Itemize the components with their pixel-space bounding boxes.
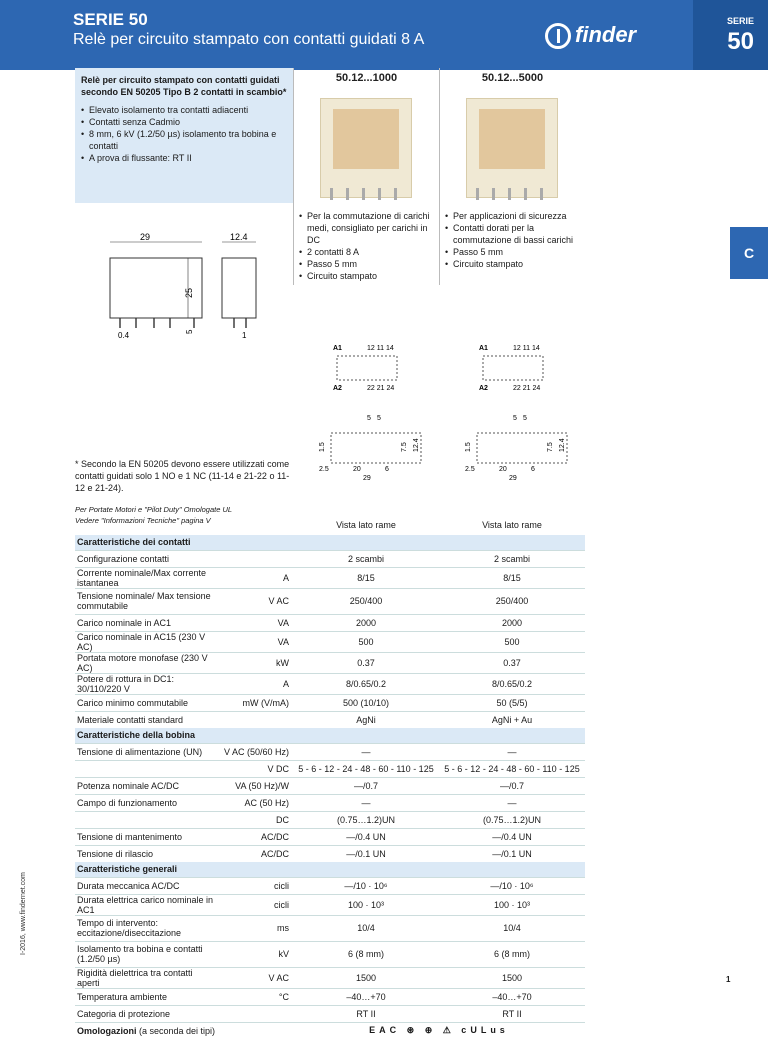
svg-text:7.5: 7.5: [547, 442, 554, 452]
svg-text:A1: A1: [479, 345, 488, 352]
svg-text:A1: A1: [333, 345, 342, 352]
svg-text:A2: A2: [333, 385, 342, 392]
spec-table: [75, 535, 585, 1039]
spec-row: Carico minimo commutabile mW (V/mA) 500 (10/10) 50 (5/5): [75, 694, 585, 711]
svg-text:20: 20: [353, 466, 361, 473]
ul-note: Per Portate Motori e "Pilot Duty" Omologate UL Vedere "Informazioni Tecniche" pagina V: [75, 505, 233, 525]
svg-text:7.5: 7.5: [401, 442, 408, 452]
spec-row: Durata meccanica AC/DC cicli —/10 · 10⁶ —/10 · 10⁶: [75, 877, 585, 894]
dimension-drawing: [90, 230, 280, 340]
spec-row: Tensione di mantenimento AC/DC —/0.4 UN —/0.4 UN: [75, 828, 585, 845]
wiring-schematic: [439, 338, 585, 488]
dim-pin: 5: [185, 329, 194, 334]
spec-row: Temperatura ambiente °C –40…+70 –40…+70: [75, 988, 585, 1005]
svg-text:5: 5: [523, 415, 527, 422]
svg-text:5: 5: [513, 415, 517, 422]
spec-row: Corrente nominale/Max corrente istantanea A 8/15 8/15: [75, 567, 585, 588]
section-header: Caratteristiche della bobina: [75, 728, 585, 743]
spec-row: Tensione nominale/ Max tensione commutabile V AC 250/400 250/400: [75, 588, 585, 614]
section-header: Caratteristiche generali: [75, 862, 585, 877]
section-header: Caratteristiche dei contatti: [75, 535, 585, 550]
section-tab: C: [730, 227, 768, 279]
view-label: Vista lato rame: [482, 520, 542, 530]
intro-box: [75, 68, 293, 203]
spec-row: Portata motore monofase (230 V AC) kW 0.37 0.37: [75, 652, 585, 673]
header-bar: [0, 0, 768, 70]
model-bullet: • Contatti dorati per la commutazione di bassi carichi: [444, 222, 583, 246]
footnote: * Secondo la EN 50205 devono essere utilizzati come contatti guidati solo 1 NO e 1 NC (11-14 e 21-22 o 11-12 e 21-24).: [75, 459, 290, 493]
spec-row: Rigidità dielettrica tra contatti aperti V AC 1500 1500: [75, 967, 585, 988]
dim-depth: 12.4: [230, 232, 248, 242]
spec-row: Materiale contatti standard AgNi AgNi + Au: [75, 711, 585, 728]
intro-bullet: • A prova di flussante: RT II: [81, 152, 287, 164]
spec-row: Durata elettrica carico nominale in AC1 cicli 100 · 10³ 100 · 10³: [75, 894, 585, 915]
dim-height: 25: [184, 287, 194, 298]
spec-row: Campo di funzionamento AC (50 Hz) — —: [75, 794, 585, 811]
svg-text:6: 6: [531, 466, 535, 473]
spec-row: Isolamento tra bobina e contatti (1.2/50 µs) kV 6 (8 mm) 6 (8 mm): [75, 941, 585, 967]
finder-logo: finder: [545, 22, 636, 49]
relay-photo: [320, 98, 412, 198]
spec-row: Potere di rottura in DC1: 30/110/220 V A 8/0.65/0.2 8/0.65/0.2: [75, 673, 585, 694]
svg-text:12.4: 12.4: [559, 438, 566, 452]
svg-text:29: 29: [363, 475, 371, 482]
model-bullet: • Per la commutazione di carichi medi, consigliato per carichi in DC: [298, 210, 437, 246]
svg-text:5: 5: [367, 415, 371, 422]
model-bullet: • Circuito stampato: [298, 270, 437, 282]
svg-text:A2: A2: [479, 385, 488, 392]
view-label: Vista lato rame: [336, 520, 396, 530]
intro-bullet: • 8 mm, 6 kV (1.2/50 µs) isolamento tra bobina e contatti: [81, 128, 287, 152]
header-subtitle: Relè per circuito stampato con contatti guidati 8 A: [73, 31, 425, 48]
model-code: 50.12...1000: [293, 68, 439, 88]
svg-text:12.4: 12.4: [413, 438, 420, 452]
svg-text:12 11 14: 12 11 14: [367, 345, 394, 352]
spec-row: Categoria di protezione RT II RT II: [75, 1005, 585, 1022]
intro-title: Relè per circuito stampato con contatti guidati secondo EN 50205 Tipo B 2 contatti in scambio*: [81, 75, 287, 97]
wiring-schematic: [293, 338, 439, 488]
model-bullet: • Per applicazioni di sicurezza: [444, 210, 583, 222]
intro-bullet: • Elevato isolamento tra contatti adiacenti: [81, 104, 287, 116]
model-bullet: • Passo 5 mm: [298, 258, 437, 270]
model-column: [439, 88, 585, 285]
spec-row: Configurazione contatti 2 scambi 2 scambi: [75, 550, 585, 567]
page-number: 1: [726, 975, 731, 984]
approvals-row: Omologazioni (a seconda dei tipi) EAC ⊛ ⊕ ⚠ cULus: [75, 1022, 585, 1039]
svg-text:12 11 14: 12 11 14: [513, 345, 540, 352]
serie-title: SERIE 50: [73, 10, 148, 29]
dim-pitch: 1: [242, 331, 247, 340]
dim-thick: 0.4: [118, 331, 130, 340]
spec-row: V DC 5 - 6 - 12 - 24 - 48 - 60 - 110 - 125 5 - 6 - 12 - 24 - 48 - 60 - 110 - 125: [75, 760, 585, 777]
svg-text:20: 20: [499, 466, 507, 473]
spec-row: DC (0.75…1.2)UN (0.75…1.2)UN: [75, 811, 585, 828]
intro-bullet: • Contatti senza Cadmio: [81, 116, 287, 128]
model-code: 50.12...5000: [439, 68, 585, 88]
svg-text:1.5: 1.5: [319, 442, 326, 452]
relay-photo: [466, 98, 558, 198]
model-bullet: • 2 contatti 8 A: [298, 246, 437, 258]
serie-tag: SERIE 50: [693, 0, 768, 70]
svg-text:22 21 24: 22 21 24: [513, 385, 541, 392]
model-bullet: • Circuito stampato: [444, 258, 583, 270]
svg-text:2.5: 2.5: [465, 466, 475, 473]
svg-text:5: 5: [377, 415, 381, 422]
model-bullet: • Passo 5 mm: [444, 246, 583, 258]
spec-row: Tensione di alimentazione (UN) V AC (50/60 Hz) — —: [75, 743, 585, 760]
svg-text:1.5: 1.5: [465, 442, 472, 452]
model-column: [293, 88, 439, 285]
svg-text:6: 6: [385, 466, 389, 473]
approval-marks: EAC ⊛ ⊕ ⚠ cULus: [293, 1022, 585, 1039]
svg-text:22 21 24: 22 21 24: [367, 385, 395, 392]
dim-width: 29: [140, 232, 151, 242]
svg-text:2.5: 2.5: [319, 466, 329, 473]
spec-row: Tempo di intervento: eccitazione/diseccitazione ms 10/4 10/4: [75, 915, 585, 941]
svg-text:29: 29: [509, 475, 517, 482]
spec-row: Potenza nominale AC/DC VA (50 Hz)/W —/0.7 —/0.7: [75, 777, 585, 794]
spec-row: Tensione di rilascio AC/DC —/0.1 UN —/0.1 UN: [75, 845, 585, 862]
spec-row: Carico nominale in AC1 VA 2000 2000: [75, 614, 585, 631]
side-copyright: I-2016, www.findernet.com: [20, 872, 27, 955]
spec-row: Carico nominale in AC15 (230 V AC) VA 500 500: [75, 631, 585, 652]
